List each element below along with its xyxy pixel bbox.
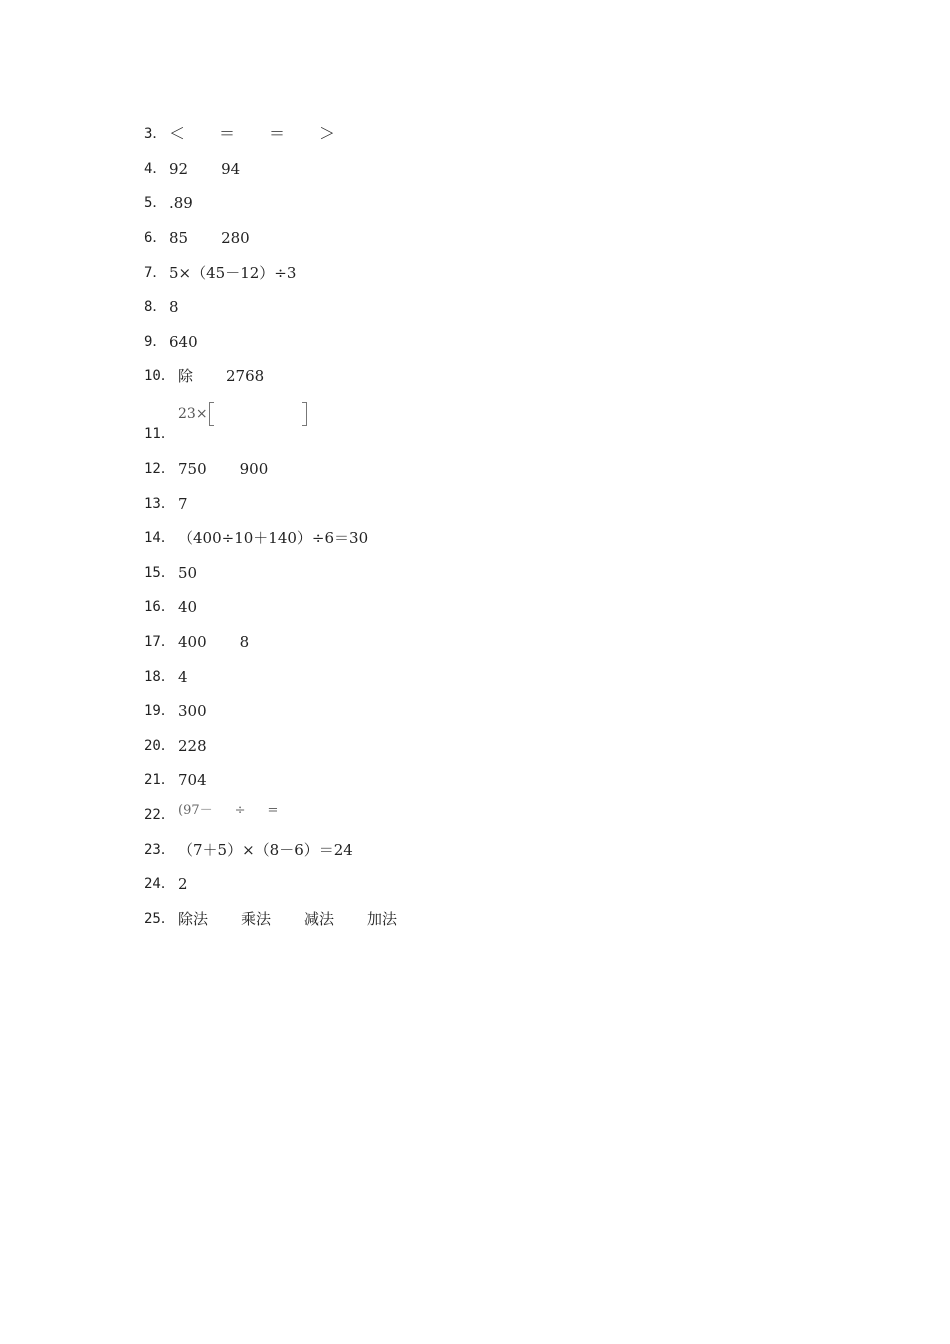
answer-row-9 — [144, 325, 844, 360]
answer-value: 40 — [178, 598, 198, 617]
answer-number: 12． — [144, 461, 175, 478]
answer-value: 900 — [239, 460, 269, 479]
answer-number: 17． — [144, 634, 175, 651]
answer-row-11 — [144, 394, 844, 452]
answer-value: ＞ — [319, 124, 336, 144]
answer-number: 7． — [144, 264, 167, 281]
answer-number: 8． — [144, 299, 167, 316]
left-bracket-icon — [209, 402, 214, 426]
answer-number: 23． — [144, 841, 175, 858]
answer-value: 乘法 — [241, 909, 272, 928]
answer-value: 除 — [178, 367, 194, 386]
answer-value: 94 — [221, 159, 241, 178]
answer-number: 11． — [144, 425, 175, 442]
formula-image-fragment — [178, 402, 307, 426]
answer-value: 除法 — [178, 909, 209, 928]
answer-number: 13． — [144, 495, 175, 512]
answer-row-18 — [144, 659, 844, 694]
answer-row-20 — [144, 729, 844, 764]
answer-value: 5×（45－12）÷3 — [169, 263, 297, 282]
right-bracket-icon — [302, 402, 307, 426]
answer-row-7 — [144, 255, 844, 290]
answer-row-19 — [144, 694, 844, 729]
answer-row-10 — [144, 359, 844, 394]
answer-number: 18． — [144, 668, 175, 685]
answer-row-24 — [144, 867, 844, 902]
answer-value: 640 — [169, 332, 198, 351]
answer-value: ＝ — [269, 124, 286, 144]
answer-value: 92 — [169, 159, 189, 178]
answer-value: 300 — [178, 702, 207, 721]
answer-number: 19． — [144, 703, 175, 720]
answer-number: 24． — [144, 876, 175, 893]
answer-value: 加法 — [367, 909, 398, 928]
answer-number: 20． — [144, 737, 175, 754]
answer-value: ＝ — [219, 124, 236, 144]
formula-text: ÷ — [234, 802, 246, 818]
answer-value: 8 — [239, 633, 250, 652]
answer-row-3 — [144, 117, 844, 152]
answer-row-16 — [144, 590, 844, 625]
answer-value: （7＋5）×（8－6）＝24 — [178, 840, 353, 859]
answer-value: .89 — [169, 194, 193, 213]
formula-image-fragment — [178, 801, 300, 821]
answer-value: 750 — [178, 460, 207, 479]
answer-row-4 — [144, 152, 844, 187]
answer-number: 10． — [144, 368, 175, 385]
formula-text: 23× — [178, 405, 208, 422]
answer-value: （400÷10＋140）÷6＝30 — [178, 529, 369, 548]
answer-number: 9． — [144, 333, 167, 350]
answer-number: 16． — [144, 599, 175, 616]
answer-row-6 — [144, 221, 844, 256]
answer-value: 减法 — [304, 909, 335, 928]
answer-number: 6． — [144, 230, 167, 247]
answer-value: 50 — [178, 563, 198, 582]
answer-value: 85 — [169, 229, 189, 248]
answer-value: 400 — [178, 633, 207, 652]
answer-row-17 — [144, 625, 844, 660]
answer-number: 5． — [144, 195, 167, 212]
answer-number: 21． — [144, 772, 175, 789]
answer-row-23 — [144, 832, 844, 867]
answer-value: 2 — [178, 875, 188, 894]
answer-row-5 — [144, 186, 844, 221]
answer-row-14 — [144, 521, 844, 556]
answer-row-15 — [144, 556, 844, 591]
answer-row-25 — [144, 901, 844, 936]
answer-number: 25． — [144, 910, 175, 927]
answer-value: 704 — [178, 771, 207, 790]
answer-list — [144, 117, 844, 936]
answer-row-22 — [144, 798, 844, 833]
answer-row-13 — [144, 486, 844, 521]
answer-row-8 — [144, 290, 844, 325]
answer-number: 3． — [144, 126, 167, 143]
answer-number: 4． — [144, 160, 167, 177]
answer-value: 228 — [178, 736, 207, 755]
answer-value: 7 — [178, 494, 188, 513]
answer-number: 15． — [144, 564, 175, 581]
answer-row-21 — [144, 763, 844, 798]
answer-number: 22． — [144, 806, 175, 823]
answer-row-12 — [144, 452, 844, 487]
formula-text: (97－ — [178, 802, 213, 818]
formula-text: = — [267, 802, 279, 818]
answer-number: 14． — [144, 530, 175, 547]
answer-value: 4 — [178, 667, 188, 686]
answer-value: ＜ — [169, 124, 186, 144]
answer-value: 280 — [221, 229, 250, 248]
answer-value: 2768 — [226, 367, 265, 386]
answer-value: 8 — [169, 298, 179, 317]
